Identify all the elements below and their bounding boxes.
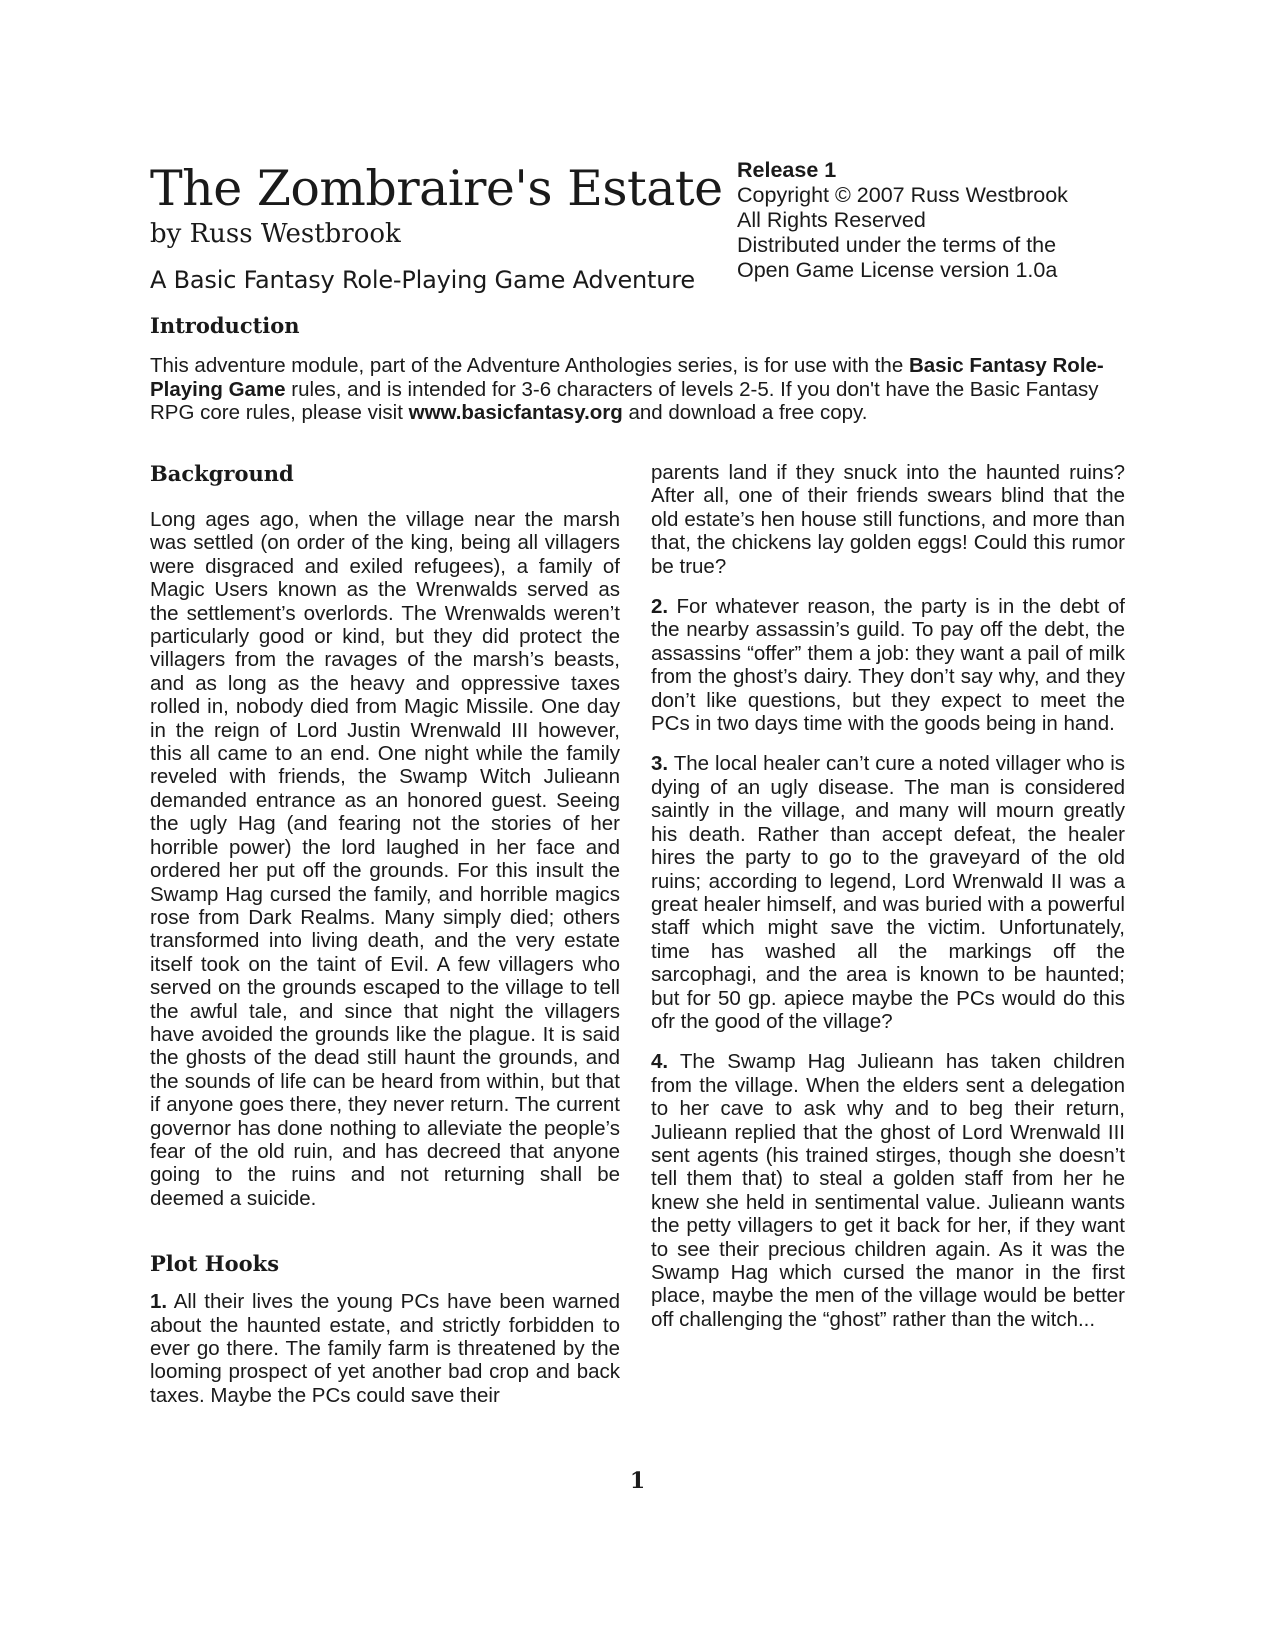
- document-title: The Zombraire's Estate: [150, 160, 723, 217]
- intro-text-2: rules, and is intended for 3-6 characters of levels 2-5. If you don't have the Basic Fantasy RPG core rules, please visit: [150, 377, 1099, 424]
- plot-hook-2: [651, 595, 1125, 735]
- license-line-1: Distributed under the terms of the: [737, 233, 1057, 257]
- plot-hook-3: [651, 752, 1125, 1033]
- intro-website: www.basicfantasy.org: [408, 401, 623, 424]
- introduction-paragraph: [150, 354, 1125, 425]
- plot-hook-3-text: The local healer can’t cure a noted villager who is dying of an ugly disease. The man is considered saintly in the village, and many will mourn greatly his death. Rather than accept defeat, the healer hires the party to go to the graveyard of the old ruins; according to legend, Lord Wrenwald II was a great healer himself, and was buried with a powerful staff which might save the victim. Unfortunately, time has washed all the markings off the sarcophagi, and the area is known to be haunted; but for 50 gp. apiece maybe the PCs would do this ofr the good of the village?: [651, 752, 1125, 1033]
- plot-hook-4-number: 4.: [651, 1050, 669, 1074]
- license-line-2: Open Game License version 1.0a: [737, 258, 1058, 282]
- background-heading: Background: [150, 461, 294, 486]
- plot-hook-2-text: For whatever reason, the party is in the debt of the nearby assassin’s guild. To pay off the debt, the assassins “offer” them a job: they want a pail of milk from the ghost’s dairy. They don’t say why, and they don’t like questions, but they expect to meet the PCs in two days time with the goods being in hand.: [651, 595, 1125, 736]
- plot-hooks-heading: Plot Hooks: [150, 1251, 280, 1277]
- plot-hook-1-part-b: parents land if they snuck into the haunted ruins? After all, one of their friends swears blind that the old estate’s hen house still functions, and more than that, the chickens lay golden eggs! Could this rumor be true?: [651, 461, 1125, 578]
- document-subtitle: A Basic Fantasy Role-Playing Game Adventure: [150, 266, 695, 294]
- plot-hook-2-number: 2.: [651, 595, 669, 619]
- release-label: Release 1: [737, 158, 837, 182]
- left-column: [150, 460, 620, 1407]
- plot-hook-1-number: 1.: [150, 1290, 168, 1314]
- release-info: [737, 158, 1137, 283]
- background-paragraph: Long ages ago, when the village near the marsh was settled (on order of the king, being all villagers were disgraced and exiled refugees), a family of Magic Users known as the Wrenwalds served as the settlement’s overlords. The Wrenwalds weren’t particularly good or kind, but they did protect the villagers from the ravages of the marsh’s beasts, and as long as the heavy and oppressive taxes rolled in, nobody died from Magic Missile. One day in the reign of Lord Justin Wrenwald III however, this all came to an end. One night while the family reveled with friends, the Swamp Witch Julieann demanded entrance as an honored guest. Seeing the ugly Hag (and fearing not the stories of her horrible power) the lord laughed in her face and ordered her put off the grounds. For this insult the Swamp Hag cursed the family, and horrible magics rose from Dark Realms. Many simply died; others transformed into living death, and the very estate itself took on the taint of Evil. A few villagers who served on the grounds escaped to the village to tell the awful tale, and since that night the villagers have avoided the grounds like the plague. It is said the ghosts of the dead still haunt the grounds, and the sounds of life can be heard from within, but that if anyone goes there, they never return. The current governor has done nothing to alleviate the people’s fear of the old ruin, and has decreed that anyone going to the ruins and not returning shall be deemed a suicide.: [150, 508, 620, 1210]
- plot-hook-4-text: The Swamp Hag Julieann has taken children from the village. When the elders sent a delegation to her cave to ask why and to beg their return, Julieann replied that the ghost of Lord Wrenwald III sent agents (his trained stirges, though she doesn’t tell them that) to steal a golden staff from her he knew she held in sentimental value. Julieann wants the petty villagers to get it back for her, if they want to see their precious children again. As it was the Swamp Hag which cursed the manor in the first place, maybe the men of the village would be better off challenging the “ghost” rather than the witch...: [651, 1050, 1125, 1331]
- plot-hook-3-number: 3.: [651, 752, 669, 776]
- introduction-heading: Introduction: [150, 313, 300, 338]
- author-byline: by Russ Westbrook: [150, 219, 401, 249]
- page-number: 1: [629, 1468, 646, 1494]
- intro-text-1: This adventure module, part of the Adventure Anthologies series, is for use with the: [150, 354, 909, 377]
- plot-hook-4: [651, 1050, 1125, 1331]
- right-column: [651, 461, 1125, 1331]
- intro-game-name: Basic Fantasy Role-Playing Game: [150, 354, 1104, 401]
- plot-hook-1-part-a: [150, 1290, 620, 1407]
- rights-line: All Rights Reserved: [737, 208, 926, 232]
- plot-hook-1-text-a: All their lives the young PCs have been warned about the haunted estate, and strictly forbidden to ever go there. The family farm is threatened by the looming prospect of yet another bad crop and back taxes. Maybe the PCs could save their: [150, 1290, 620, 1407]
- intro-text-3: and download a free copy.: [622, 401, 868, 424]
- copyright-line: Copyright © 2007 Russ Westbrook: [737, 183, 1068, 207]
